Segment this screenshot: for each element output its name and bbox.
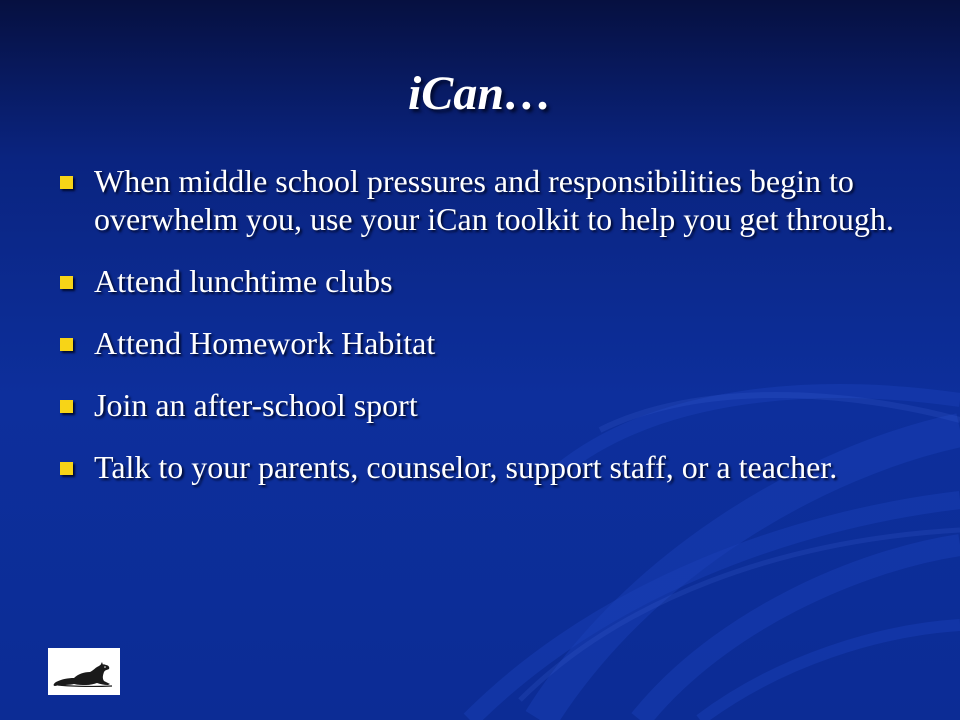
bullet-text: Talk to your parents, counselor, support staff, or a teacher. bbox=[94, 449, 838, 485]
square-bullet-icon bbox=[60, 176, 73, 189]
square-bullet-icon bbox=[60, 276, 73, 289]
slide-title: iCan… bbox=[407, 67, 553, 120]
panther-icon bbox=[48, 648, 120, 695]
list-item bbox=[60, 324, 910, 362]
bullet-text: Attend Homework Habitat bbox=[94, 325, 436, 361]
bullet-list bbox=[60, 162, 910, 510]
list-item bbox=[60, 448, 910, 486]
square-bullet-icon bbox=[60, 462, 73, 475]
square-bullet-icon bbox=[60, 400, 73, 413]
square-bullet-icon bbox=[60, 338, 73, 351]
list-item bbox=[60, 262, 910, 300]
panther-logo bbox=[48, 648, 120, 695]
bullet-text: When middle school pressures and responsibilities begin to overwhelm you, use your iCan toolkit to help you get through. bbox=[94, 163, 894, 237]
list-item bbox=[60, 162, 910, 238]
bullet-text: Join an after-school sport bbox=[94, 387, 418, 423]
bullet-text: Attend lunchtime clubs bbox=[94, 263, 393, 299]
list-item bbox=[60, 386, 910, 424]
